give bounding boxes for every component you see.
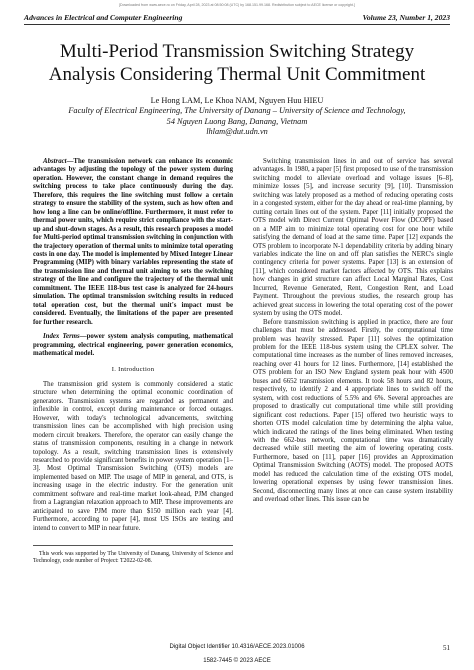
affiliation-line-2: 54 Nguyen Luong Bang, Danang, Vietnam [166,116,308,126]
body-paragraph-1: Switching transmission lines in and out of service has several advantages. In 1980, a paper [5] first proposed to use of the transmission switching model to alleviate overload and voltage issues [6–8], minimize losses [5], and increase security [9], [10]. Transmission switching was lately proposed as a method of reducing operating costs in a congested system, either for the day ahead or real-time planning, by cutting certain lines out of the system. Paper [11] initially proposed the OTS model with Direct Current Optimal Power Flow (DCOPF) based on a MIP aim to minimize total operating cost for one hour while satisfying the demand of load at the same time. Paper [12] expands the OTS problem to incorporate N-1 dependability criteria by adding binary variables indicate the line on and off plan satisfies the NERC's single contingency criteria for power systems. Paper [13] is an extension of [11], which considered market factors affected by OTS. This explains how changes in grid structure can affect Local Marginal Rates, Cost Incurred, Revenue Generated, Rent, Congestion Rent, and Load Payment. Throughout the previous studies, the research group has achieved great success in lowering the total operating cost of the power system by using the OTS model. [253,158,453,318]
doi-footer: Digital Object Identifier 10.4316/AECE.2023.01006 [169,644,305,650]
abstract-label: Abstract [43,158,67,165]
header-divider [24,24,450,25]
left-column [33,158,233,565]
index-terms [33,333,233,358]
issn-footer: 1582-7445 © 2023 AECE [203,658,271,664]
right-column [253,158,453,505]
affiliation-line-1: Faculty of Electrical Engineering, The University of Danang – University of Science and Technology, [68,106,406,116]
body-paragraph-2: Before transmission switching is applied in practice, there are four challenges that must be addressed. Firstly, the computational time problem was heavily stressed. Paper [11] solves the optimization problem for the IEEE 118-bus system using the CPLEX solver. The computational time increases as the number of lines removed increases, reaching over 41 hours for 12 lines. Furthermore, [14] established the OTS problem for an ISO New England system peak hour with 4500 buses and 6652 transmission elements. It took 58 hours and 82 hours, respectively, to identify 2 and 4 appropriate lines to switch off the system, with cost reductions of 5.5% and 6%. Several approaches are proposed to drastically cut computational time while still providing significant cost reductions. Paper [15] offered two heuristic ways to shorten OTS model calculation time by determining the alpha value, which indicated the ratings of the lines being eliminated. When testing with the 662-bus network, computational time was dramatically decreased while still meeting the aim of lowering operating costs. Furthermore, based on [11], paper [16] provides an Approximation Optimal Transmission Switching (AOTS) model. The proposed AOTS model has reduced the calculation time of the existing OTS model, lowering operational expenses by using fewer transmission lines. Second, disconnecting many lines at once can cause system instability and overload other lines. This issue can be [253,318,453,504]
index-terms-text: —power system analysis computing, mathematical programming, electrical engineering, power generation economics, mathematical model. [33,333,233,357]
funding-footnote: This work was supported by The University of Danang, University of Science and Technology, code number of Project: T2022-02-08. [33,545,233,565]
index-terms-label: Index Terms [43,333,80,341]
page-number: 51 [443,644,450,652]
download-notice: [Downloaded from www.aece.ro on Friday, April 28, 2023 at 08:50:08 (UTC) by 168.151.99.168. Redistribution subject to AECE license or copyright.] [119,3,355,7]
author-block [24,96,450,138]
paper-title-line-2: Analysis Considering Thermal Unit Commitment [48,64,426,85]
paper-title [24,40,450,86]
abstract-text: —The transmission network can enhance its economic advantages by adjusting the topology of the power system during operation. However, the constant change in demand requires the switching process to take place continuously during the day. Therefore, this requires the line switching must follow a certain strategy to ensure the stability of the system, such as how often and how long a line can be online/offline. Furthermore, it must refer to thermal power units, which require strict compliance with the start-up and shut-down stages. As a result, this research proposes a model for Multi-period optimal transmission switching in conjunction with the trajectory operation of thermal units to minimize total operating costs in one day. The model is implemented by Mixed Integer Linear Programming (MIP) with binary variables representing the state of the transmission line and thermal unit aiming to sets the switching strategy of the line and configure the trajectory of the thermal unit commitment. The IEEE 118-bus test case is analyzed for 24-hours simulation. The optimal transmission switching results in reduced total operation cost, but the thermal unit's impact must be considered. Eventually, the limitations of the paper are presented for further research. [33,158,233,326]
paper-title-line-1: Multi-Period Transmission Switching Strategy [59,41,415,62]
author-list: Le Hong LAM, Le Khoa NAM, Nguyen Huu HIEU [150,96,324,105]
author-email: lhlam@dut.udn.vn [206,127,268,137]
intro-paragraph: The transmission grid system is commonly considered a static structure when determining the optimal economic coordination of generators. Transmission systems are regarded as permanent and inflexible in control, except during maintenance or forced outages. However, with today's technological advancements, switching transmission lines can be accomplished with high precision using modern circuit breakers. Therefore, the operator can easily change the status of transmission components, resulting in a change in network topology. As a result, switching transmission lines is extensively researched to provide significant benefits in power system operation [1–3]. Most Optimal Transmission Switching (OTS) models are implemented based on MIP. The usage of MIP in general, and OTS, is increasing usage in the electric industry. For the generation unit commitment software and real-time market look-ahead, PJM changed from a Lagrangian relaxation approach to MIP. These improvements are anticipated to save PJM more than $150 million each year [4]. Furthermore, according to paper [4], most US ISOs are testing and intend to convert to MIP in near future. [33,380,233,532]
abstract [33,158,233,327]
journal-name: Advances in Electrical and Computer Engineering [24,13,183,22]
volume-info: Volume 23, Number 1, 2023 [362,13,450,22]
section-heading-introduction: I. Introduction [111,366,155,374]
